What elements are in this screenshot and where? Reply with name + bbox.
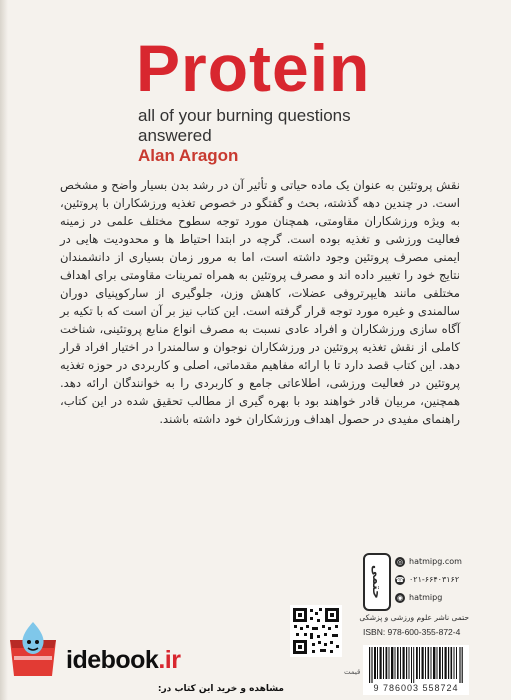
barcode-number: 9 786003 558724	[373, 683, 459, 693]
qr-code[interactable]	[290, 605, 342, 657]
book-description: نقش پروتئین به عنوان یک ماده حیاتی و تأثیر آن در رشد بدن بسیار واضح و مشخص است. در چندین دهه گذشته، بحث و گفتگو در خصوص تغذیه ورزشکاران با پروتئین، به ویژه ورزشکاران مقاومتی، همچنان مورد توجه سطوح مختلف علمی در زمینه فعالیت ورزشی و تغذیه بوده است. گرچه در ابتدا احتیاط ها و محدودیت هایی در ایمنی مصرف پروتئین وجود داشته است، اما به مرور زمان بسیاری از دانشمندان نتایج خود را تغییر داده اند و مصرف پروتئین به همراه تمرینات مقاومتی برای اهداف مختلفی مانند هایپرتروفی عضلات، کاهش وزن، جلوگیری از سارکوپنیای دوران سالمندی و غیره مورد توجه قرار گرفته است. این کتاب نیز بر آن است که با تکیه بر آگاه سازی ورزشکاران و افراد عادی نسبت به مصرف انواع منابع پروتئینی، شناخت کاملی از نقش تغذیه پروتئین در ورزشکاران نوجوان و سالمندرا در اختیار افراد قرار دهد. این کتاب قصد دارد تا با ارائه مفاهیم مقدماتی، اصلی و کاربردی در حوزه تغذیه پروتئین در فعالیت ورزشی، اطلاعاتی جامع و کاربردی را به خوانندگان ارائه دهد. همچنین، مربیان قادر خواهند بود با بهره گیری از مطالب تحقیق شده در این کتاب، راهنمای مفیدی در حصول اهداف ورزشکاران خود داشته باشند.	[60, 178, 460, 426]
barcode-graphic	[369, 647, 463, 683]
idebook-logo-suffix: .ir	[158, 646, 181, 674]
idebook-logo-text: idebook	[66, 646, 159, 674]
qr-code-graphic	[290, 605, 342, 657]
publisher-logo-text: حتمی	[370, 565, 384, 599]
publisher-info	[359, 553, 469, 643]
author-name: Alan Aragon	[138, 146, 239, 165]
publisher-instagram[interactable]: hatmipg	[409, 593, 443, 602]
price-label: قیمت	[344, 668, 361, 676]
buy-cta[interactable]: مشاهده و خرید این کتاب در:	[157, 684, 284, 694]
phone-icon: ☎	[395, 576, 405, 584]
publisher-name: حتمی ناشر علوم ورزشی و پزشکی	[359, 613, 469, 622]
publisher-website-row[interactable]	[395, 555, 462, 569]
book-mascot-icon	[6, 620, 60, 678]
barcode	[363, 645, 469, 695]
instagram-icon: ◉	[396, 594, 404, 602]
publisher-instagram-row[interactable]	[395, 591, 442, 605]
idebook-logo[interactable]	[66, 646, 180, 675]
publisher-phone-row	[395, 573, 459, 587]
book-subtitle: all of your burning questions answered	[138, 106, 351, 145]
book-title: Protein	[136, 31, 371, 105]
globe-icon: ◎	[396, 558, 404, 566]
publisher-website[interactable]: hatmipg.com	[409, 557, 462, 566]
publisher-logo	[363, 553, 391, 611]
spine-shadow	[0, 0, 8, 700]
isbn: ISBN: 978-600-355-872-4	[363, 627, 461, 637]
publisher-phone: ۰۲۱-۶۶۴۰۳۱۶۲	[409, 575, 460, 584]
